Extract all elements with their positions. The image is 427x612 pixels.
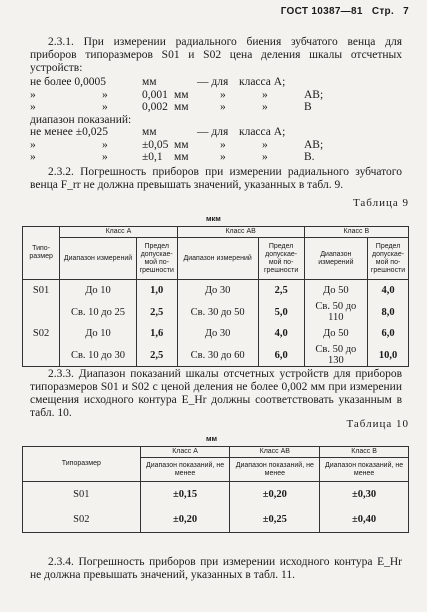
table-row: S01 ±0,15 ±0,20 ±0,30 (23, 482, 409, 508)
table-row: S01 До 10 1,0 До 30 2,5 До 50 4,0 (23, 280, 409, 302)
header-class-b: Класс В (320, 447, 409, 458)
table-10 (22, 446, 409, 533)
range-label: диапазон показаний: (30, 113, 132, 126)
header-range: Диапазон измерений (304, 238, 367, 280)
header-class-b: Класс В (304, 227, 408, 238)
table-9-unit: мкм (206, 214, 221, 223)
page-header (275, 6, 409, 17)
division-values (30, 76, 323, 164)
paragraph-2-3-1: 2.3.1. При измерении радиального биения зубчатого венца для приборов типоразмеров S01 и S02 цена деления шкалы отсчетных устройств: (30, 36, 402, 74)
division-row: » » 0,001 мм » » АВ; (30, 88, 324, 101)
table-10-caption: Таблица 10 (346, 418, 409, 430)
header-range: Диапазон показаний, не менее (320, 458, 409, 482)
header-range: Диапазон показаний, не менее (140, 458, 230, 482)
header-class-ab: Класс АВ (177, 227, 304, 238)
paragraph-2-3-2: 2.3.2. Погрешность приборов при измерении радиального зубчатого венца F_rr не должна превышать значений, указанных в табл. 9. (30, 166, 402, 191)
header-class-a: Класс А (60, 227, 177, 238)
standard-number: ГОСТ 10387—81 (280, 6, 363, 17)
header-class-a: Класс А (140, 447, 230, 458)
table-row: Св. 10 до 30 2,5 Св. 30 до 60 6,0 Св. 50 до 130 10,0 (23, 344, 409, 367)
header-limit: Предел допускае-мой по-грешности (136, 238, 177, 280)
paragraph-2-3-3: 2.3.3. Диапазон показаний шкалы отсчетных устройств для приборов типоразмеров S01 и S02 с ценой деления не более 0,002 мм при измерении смещения исходного контура E_Hr должны соответствовать указанным в табл. 10. (30, 368, 402, 419)
range-row: не менее ±0,025 мм — для класса А; (30, 126, 286, 138)
header-class-ab: Класс АВ (230, 447, 320, 458)
table-row: Св. 10 до 25 2,5 Св. 30 до 50 5,0 Св. 50 до 110 8,0 (23, 301, 409, 323)
header-size: Типоразмер (23, 447, 141, 482)
range-row: » » ±0,1 мм » » В. (30, 151, 315, 163)
division-row: не более 0,0005 мм — для класса А; (30, 76, 286, 88)
table-9 (22, 226, 409, 367)
header-range: Диапазон показаний, не менее (230, 458, 320, 482)
table-row: S02 До 10 1,6 До 30 4,0 До 50 6,0 (23, 323, 409, 344)
page-label: Стр. (371, 6, 395, 17)
header-range: Диапазон измерений (60, 238, 137, 280)
division-row: » » 0,002 мм » » В (30, 101, 312, 113)
header-limit: Предел допускае-мой по-грешности (258, 238, 304, 280)
paragraph-2-3-4: 2.3.4. Погрешность приборов при измерении исходного контура E_Hr не должна превышать значений, указанных в табл. 11. (30, 556, 402, 581)
header-size: Типо-размер (23, 227, 60, 280)
header-limit: Предел допускае-мой по-грешности (368, 238, 409, 280)
table-10-unit: мм (206, 434, 218, 443)
page-number: 7 (403, 6, 409, 17)
header-range: Диапазон измерений (177, 238, 258, 280)
table-9-caption: Таблица 9 (352, 197, 409, 209)
range-row: » » ±0,05 мм » » АВ; (30, 138, 324, 151)
table-row: S02 ±0,20 ±0,25 ±0,40 (23, 507, 409, 533)
